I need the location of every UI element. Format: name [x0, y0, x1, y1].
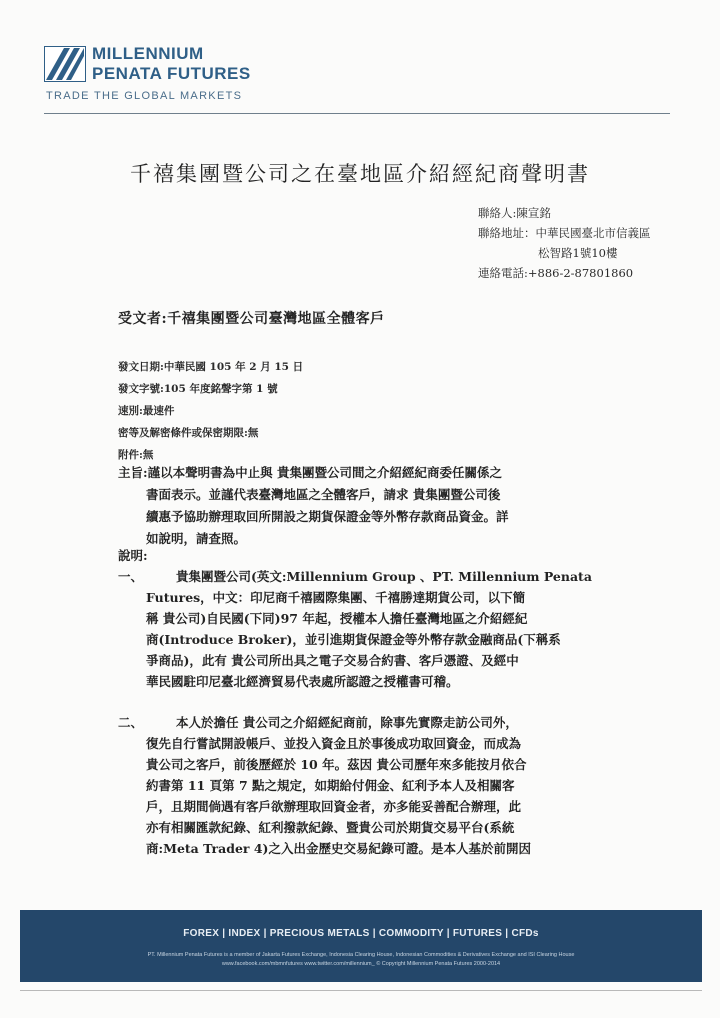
subject-line: 主旨:謹以本聲明書為中止與 貴集團暨公司間之介紹經紀商委任關係之	[118, 465, 502, 480]
brand-tagline: TRADE THE GLOBAL MARKETS	[46, 90, 243, 102]
footer-membership: PT. Millennium Penata Futures is a member of Jakarta Futures Exchange, Indonesia Clearing House, Indonesian Commodities & Derivatives Exchange and ISI Clearing House	[147, 952, 575, 958]
issue-date: 發文日期:中華民國 105 年 2 月 15 日	[118, 361, 304, 373]
subject-line: 書面表示。並謹代表臺灣地區之全體客戶，請求 貴集團暨公司後	[146, 487, 501, 502]
item-number: 二、	[118, 715, 144, 730]
item-line: 商:Meta Trader 4)之入出金歷史交易紀錄可證。是本人基於前開因	[146, 841, 531, 856]
reference-number: 發文字號:105 年度銘聲字第 1 號	[118, 383, 278, 395]
contact-address-line1: 聯絡地址：中華民國臺北市信義區	[478, 226, 651, 240]
item-line: 稱 貴公司)自民國(下同)97 年起，授權本人擔任臺灣地區之介紹經紀	[146, 611, 528, 626]
item-line: 戶，且期間倘遇有客戶欲辦理取回資金者，亦多能妥善配合辦理，此	[146, 799, 522, 814]
item-line: 亦有相關匯款紀錄、紅利撥款紀錄、暨貴公司於期貨交易平台(系統	[146, 820, 515, 835]
subject-line: 如說明，請查照。	[146, 531, 247, 546]
bottom-divider	[20, 990, 702, 991]
subject-block	[118, 462, 598, 550]
recipient-line: 受文者:千禧集團暨公司臺灣地區全體客戶	[118, 311, 385, 327]
item-line: 貴公司之客戶，前後歷經於 10 年。茲因 貴公司歷年來多能按月依合	[146, 757, 527, 772]
item-line: 貴集團暨公司(英文:Millennium Group 、PT. Millennium Penata	[176, 569, 592, 584]
footer-products: FOREX | INDEX | PRECIOUS METALS | COMMODITY | FUTURES | CFDs	[183, 928, 539, 939]
explanation-label: 說明:	[118, 548, 148, 563]
header-divider	[44, 113, 670, 114]
contact-address-line2: 松智路1號10樓	[538, 246, 618, 260]
meta-block	[118, 356, 303, 466]
brand-name-line2: PENATA FUTURES	[92, 64, 251, 83]
explanation-item-1	[118, 566, 598, 696]
item-line: 復先自行嘗試開設帳戶、並投入資金且於事後成功取回資金，而成為	[146, 736, 522, 751]
attachment: 附件:無	[118, 449, 154, 461]
item-line: Futures，中文：印尼商千禧國際集團、千禧勝達期貨公司，以下簡	[146, 590, 526, 605]
footer-links: www.facebook.com/mbmnfutures www.twitter.com/millennium_ © Copyright Millennium Penata Futures 2000-2014	[221, 961, 501, 967]
company-logo	[44, 42, 304, 106]
contact-person: 聯絡人:陳宣銘	[478, 206, 551, 220]
classification: 密等及解密條件或保密期限:無	[118, 427, 259, 439]
subject-line: 續惠予協助辦理取回所開設之期貨保證金等外幣存款商品資金。詳	[146, 509, 509, 524]
item-body	[146, 712, 601, 859]
document-title: 千禧集團暨公司之在臺地區介紹經紀商聲明書	[130, 162, 590, 186]
brand-name-line1: MILLENNIUM	[92, 44, 204, 63]
item-line: 商(Introduce Broker)，並引進期貨保證金等外幣存款金融商品(下稱系	[146, 632, 561, 647]
item-body	[146, 566, 601, 692]
item-line: 華民國駐印尼臺北經濟貿易代表處所認證之授權書可稽。	[146, 674, 459, 689]
item-line: 約書第 11 頁第 7 點之規定，如期給付佣金、紅利予本人及相關客	[146, 778, 515, 793]
priority: 速別:最速件	[118, 405, 175, 417]
contact-phone: 連絡電話:+886-2-87801860	[478, 266, 634, 280]
item-line: 本人於擔任 貴公司之介紹經紀商前，除事先實際走訪公司外，	[176, 715, 518, 730]
item-line: 爭商品)，此有 貴公司所出具之電子交易合約書、客戶憑證、及經中	[146, 653, 519, 668]
logo-stripes-icon	[44, 46, 86, 82]
item-number: 一、	[118, 569, 144, 584]
footer-band	[20, 910, 702, 982]
contact-block	[478, 203, 651, 283]
explanation-item-2	[118, 712, 598, 856]
